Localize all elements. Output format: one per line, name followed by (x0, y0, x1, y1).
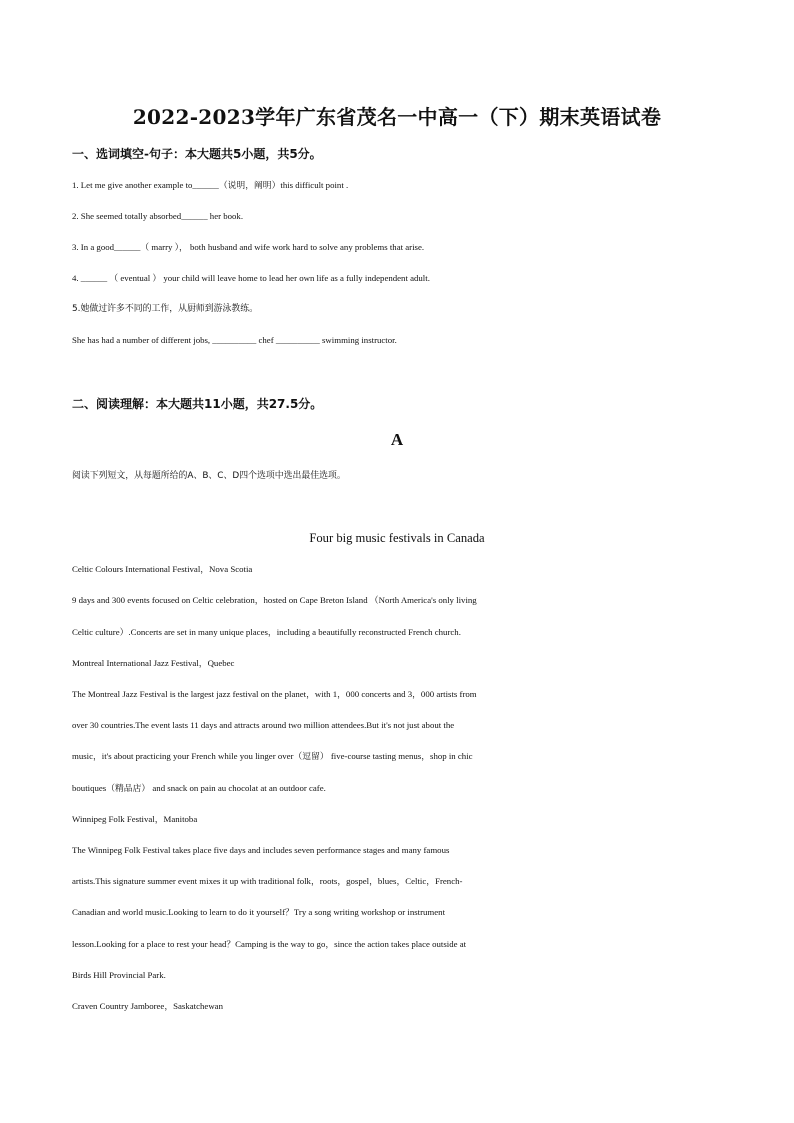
question-5-chinese: 5.她做过许多不同的工作，从厨师到游泳教练。 (72, 304, 258, 314)
passage-line: Winnipeg Folk Festival，Manitoba (72, 814, 198, 824)
question-3: 3. In a good______（ marry ）， both husband and wife work hard to solve any problems that arise. (72, 242, 425, 252)
question-5-english: She has had a number of different jobs, __________ chef __________ swimming instructor. (72, 335, 397, 345)
section1-heading: 一、选词填空-句子：本大题共5小题，共5分。 (72, 147, 322, 161)
question-2: 2. She seemed totally absorbed______ her book. (72, 211, 244, 221)
passage-line: The Montreal Jazz Festival is the largest jazz festival on the planet，with 1，000 concerts and 3，000 artists from (72, 689, 477, 699)
exam-title: 2022-2023学年广东省茂名一中高一（下）期末英语试卷 (132, 105, 662, 129)
passage-line: 9 days and 300 events focused on Celtic celebration，hosted on Cape Breton Island （North America's only living (72, 595, 477, 605)
passage-line: boutiques（精品店） and snack on pain au chocolat at an outdoor cafe. (72, 783, 326, 793)
passage-title: Four big music festivals in Canada (309, 531, 485, 545)
passage-line: music，it's about practicing your French while you linger over（逗留） five-course tasting menus，shop in chic (72, 751, 473, 761)
passage-line: lesson.Looking for a place to rest your head？Camping is the way to go，since the action takes place outside at (72, 939, 467, 949)
passage-line: Celtic Colours International Festival，Nova Scotia (72, 564, 253, 574)
part-letter: A (390, 430, 404, 449)
passage-line: The Winnipeg Folk Festival takes place five days and includes seven performance stages and many famous (72, 845, 450, 855)
question-4: 4. ______ （ eventual ） your child will leave home to lead her own life as a fully independent adult. (72, 273, 430, 283)
passage-line: Birds Hill Provincial Park. (72, 970, 166, 980)
passage-line: Celtic culture）.Concerts are set in many unique places，including a beautifully reconstructed French church. (72, 627, 461, 637)
reading-instruction: 阅读下列短文，从每题所给的A、B、C、D四个选项中选出最佳选项。 (72, 471, 346, 481)
passage-line: artists.This signature summer event mixes it up with traditional folk，roots，gospel，blues，Celtic，French- (72, 876, 463, 886)
passage-line: Montreal International Jazz Festival，Quebec (72, 658, 235, 668)
section2-heading: 二、阅读理解：本大题共11小题，共27.5分。 (72, 397, 323, 411)
question-1: 1. Let me give another example to______（说明，阐明）this difficult point . (72, 180, 349, 190)
passage-line: Craven Country Jamboree，Saskatchewan (72, 1001, 223, 1011)
passage-line: over 30 countries.The event lasts 11 days and attracts around two million attendees.But it's not just about the (72, 720, 455, 730)
passage-line: Canadian and world music.Looking to learn to do it yourself？Try a song writing workshop or instrument (72, 907, 446, 917)
